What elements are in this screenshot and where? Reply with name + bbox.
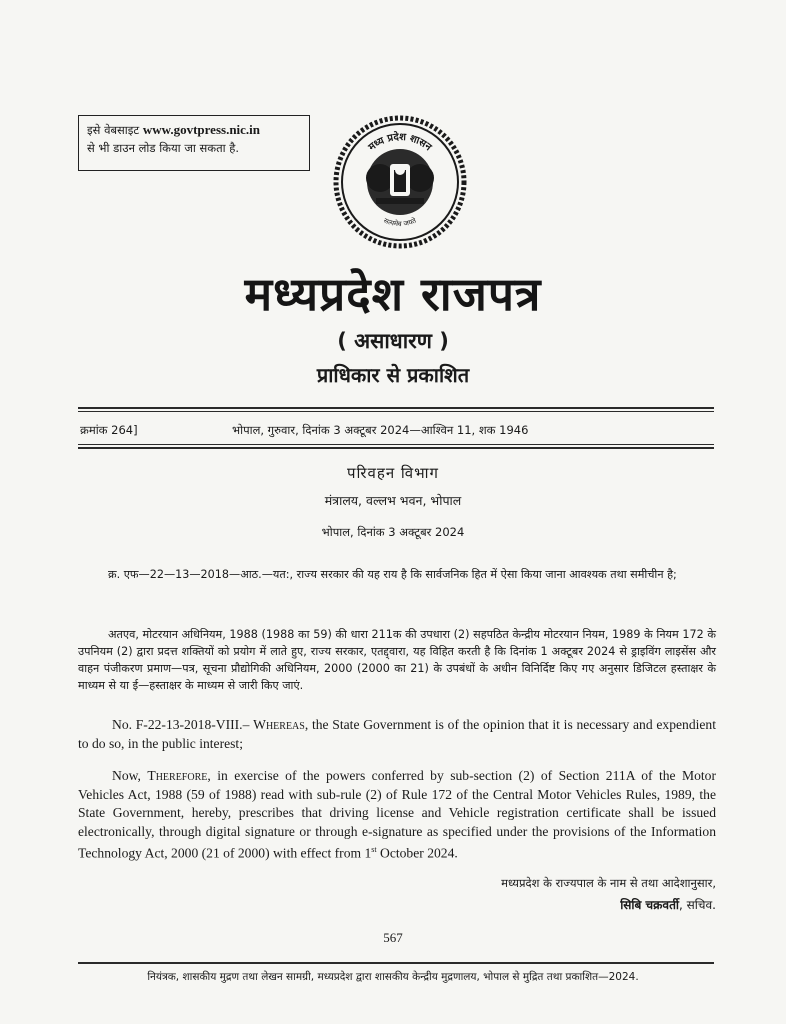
notification-place-date: भोपाल, दिनांक 3 अक्टूबर 2024 (321, 525, 465, 539)
gazette-authority: प्राधिकार से प्रकाशित (316, 363, 470, 387)
gazette-title: मध्यप्रदेश राजपत्र (244, 267, 542, 321)
state-emblem-seal (330, 112, 470, 252)
english-paragraph-2 (78, 767, 716, 863)
english-paragraph-2-text: , in exercise of the powers conferred by sub-section (2) of Section 211A of the Motor Vehicles Act, 1988 (59 of 1988) read with sub-rule (2) of Rule 172 of the Central Motor Vehicles Rules, 1989, the State Government, hereby, prescribes that driving license and Vehicle registration certificate shall be issued electronically, through digital signature or through e-signature as specified under the provisions of the Information Technology Act, 2000 (21 of 2000) with effect from 1 (78, 768, 716, 861)
page-number: 567 (383, 930, 403, 945)
therefore-word: Therefore (147, 768, 208, 783)
notice-line-1 (87, 121, 301, 139)
gazette-edition: ( असाधारण ) (337, 329, 449, 353)
bottom-rule-thin (78, 444, 714, 445)
issue-date-line: भोपाल, गुरुवार, दिनांक 3 अक्टूबर 2024—आश्विन 11, शक 1946 (232, 423, 529, 437)
website-notice-box (78, 115, 310, 171)
footer-rule (78, 962, 714, 964)
ministry-address: मंत्रालय, वल्लभ भवन, भोपाल (324, 493, 462, 508)
now-word: Now, (112, 768, 148, 783)
english-paragraph-1 (78, 716, 716, 753)
emblem-top-text: मध्य प्रदेश शासन (366, 131, 434, 154)
signatory-line (620, 896, 716, 913)
website-url[interactable]: www.govtpress.nic.in (142, 122, 261, 137)
hindi-paragraph-1: क्र. एफ—22—13—2018—आठ.—यत:, राज्य सरकार की यह राय है कि सार्वजनिक हित में ऐसा किया जाना आवश्यक तथा समीचीन है; (108, 568, 677, 581)
english-paragraph-2-end: October 2024. (376, 845, 458, 861)
by-order-line: मध्यप्रदेश के राज्यपाल के नाम से तथा आदेशानुसार, (501, 876, 716, 890)
english-paragraph-1-text: , the State Government is of the opinion that it is necessary and expendient to do so, in the public interest; (78, 717, 716, 751)
whereas-word: Whereas (253, 717, 305, 732)
emblem-motto: सत्यमेव जयते (382, 216, 418, 229)
hindi-paragraph-2: अतएव, मोटरयान अधिनियम, 1988 (1988 का 59) की धारा 211क की उपधारा (2) सहपठित केन्द्रीय मोटरयान नियम, 1989 के नियम 172 के उपनियम (2) द्वारा प्रदत्त शक्तियों को प्रयोग में लाते हुए, राज्य सरकार, एतद्द्वारा, यह विहित करती है कि दिनांक 1 अक्टूबर 2024 से ड्राइविंग लाइसेंस और वाहन पंजीकरण प्रमाण—पत्र, सूचना प्रौद्योगिकी अधिनियम, 2000 (2000 का 21) के उपबंधों के अधीन विनिर्दिष्ट किए गए अनुसार डिजिटल हस्ताक्षर के माध्यम से या ई—हस्ताक्षर के माध्यम से जारी किए जाएं. (78, 628, 716, 692)
issue-number: क्रमांक 264] (80, 423, 138, 437)
order-number: No. F-22-13-2018-VIII.– (112, 717, 250, 732)
signatory-designation: , सचिव. (679, 898, 716, 912)
signatory-name: सिबि चक्रवर्ती (620, 898, 680, 912)
notice-line-2: से भी डाउन लोड किया जा सकता है. (87, 141, 240, 155)
printer-footer: नियंत्रक, शासकीय मुद्रण तथा लेखन सामग्री, मध्यप्रदेश द्वारा शासकीय केन्द्रीय मुद्रणालय, भोपाल से मुद्रित तथा प्रकाशित—2024. (147, 971, 639, 983)
notice-prefix: इसे वेबसाइट (87, 123, 140, 137)
bottom-rule (78, 447, 714, 449)
department-name: परिवहन विभाग (346, 464, 440, 482)
ordinal-suffix: st (371, 845, 377, 854)
svg-text:सत्यमेव जयते (383, 215, 419, 228)
top-rule (78, 407, 714, 409)
top-rule-thin (78, 411, 714, 412)
